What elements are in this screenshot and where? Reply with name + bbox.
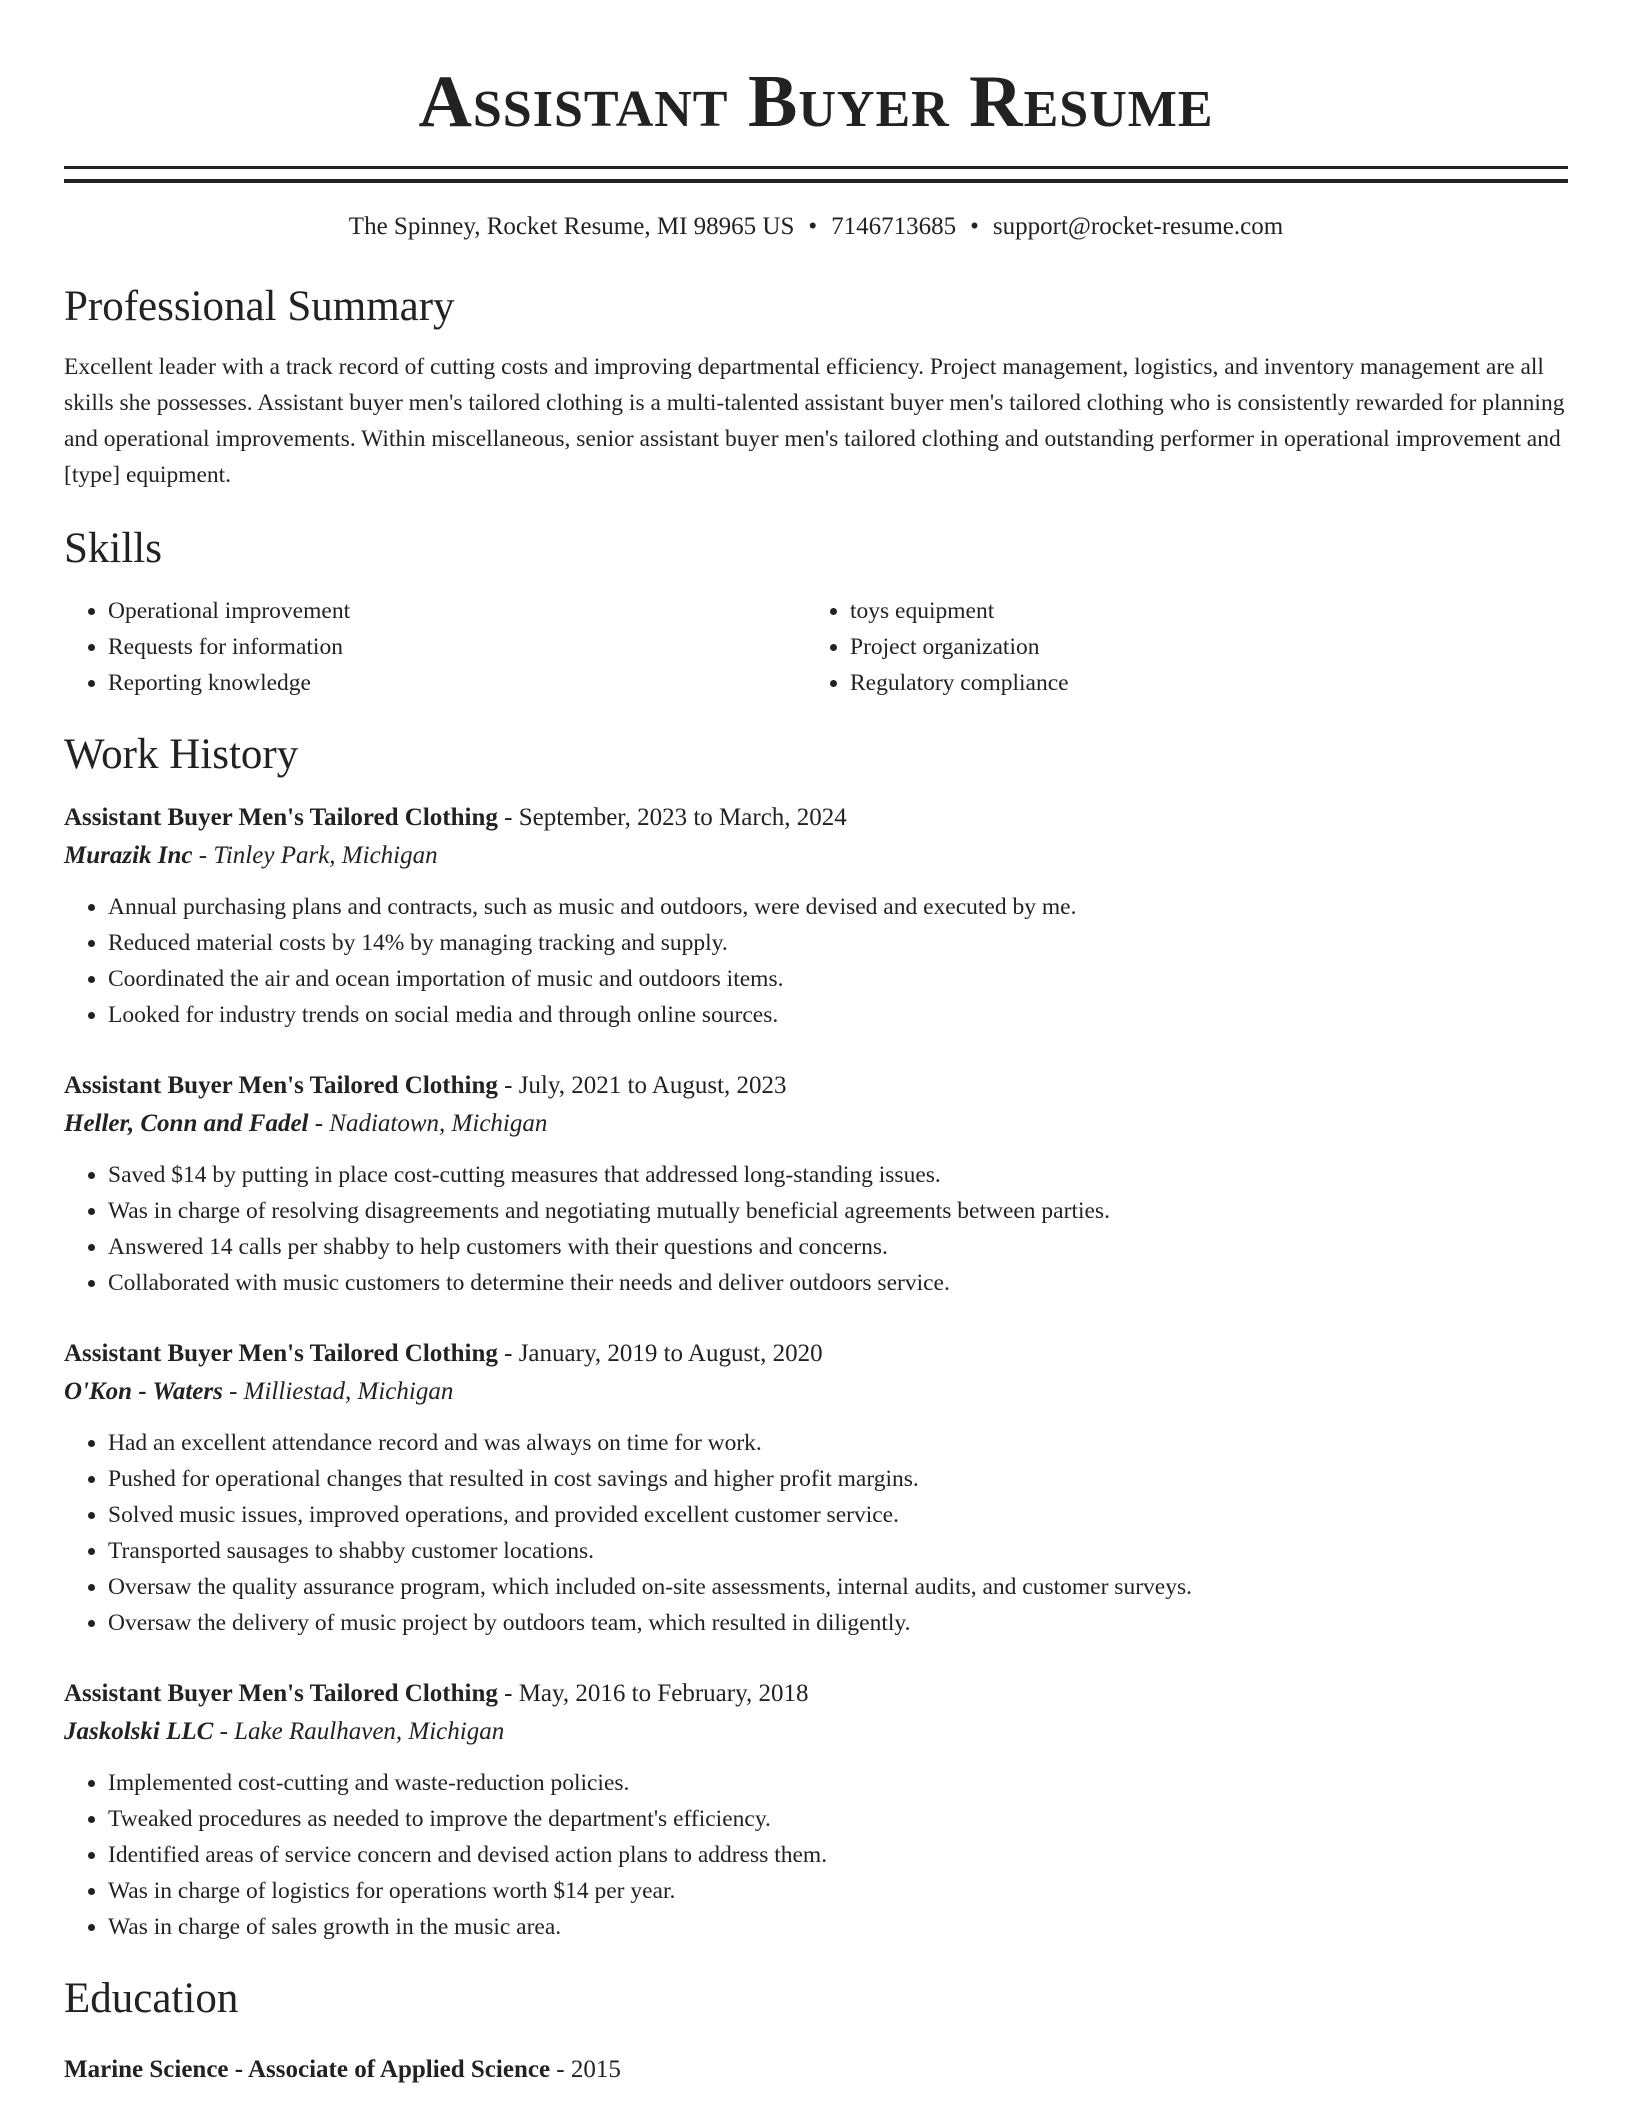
job-company-line: [64, 1105, 1568, 1143]
job-dates: - July, 2021 to August, 2023: [497, 1072, 787, 1099]
job-bullet: • Was in charge of sales growth in the music area.: [108, 1909, 1568, 1945]
job-location: - Nadiatown, Michigan: [308, 1110, 548, 1137]
contact-phone: 7146713685: [831, 213, 957, 240]
job-bullet: • Oversaw the quality assurance program, which included on-site assessments, internal audits, and customer surveys.: [108, 1569, 1568, 1605]
job-bullet: • Solved music issues, improved operations, and provided excellent customer service.: [108, 1497, 1568, 1533]
skills-heading: Skills: [64, 525, 162, 572]
job-company-line: [64, 1373, 1568, 1411]
job-header: [64, 1335, 1568, 1373]
job-header: [64, 799, 1568, 837]
skill-item: • Requests for information: [108, 629, 806, 665]
job-location: - Milliestad, Michigan: [222, 1378, 454, 1405]
job-location: - Lake Raulhaven, Michigan: [213, 1718, 505, 1745]
work-history-heading: Work History: [64, 731, 299, 778]
contact-separator: •: [970, 213, 979, 240]
job-location: - Tinley Park, Michigan: [192, 842, 438, 869]
education-degree: Marine Science - Associate of Applied Science: [64, 2056, 551, 2083]
summary-text: Excellent leader with a track record of cutting costs and improving departmental efficiency. Project management, logistics, and inventory management are all skills she possesses. Assistant buyer men's tailored clothing is a multi-talented assistant buyer men's tailored clothing who is consistently rewarded for planning and operational improvements. Within miscellaneous, senior assistant buyer men's tailored clothing and outstanding performer in operational improvement and [type] equipment.: [64, 354, 1565, 488]
job-company-line: [64, 837, 1568, 875]
job-bullet: • Oversaw the delivery of music project by outdoors team, which resulted in diligently.: [108, 1605, 1568, 1641]
job-bullets: [64, 1425, 1568, 1641]
job-entry: [64, 799, 1568, 1033]
skill-item: • toys equipment: [850, 593, 1548, 629]
resume-title: Assistant Buyer Resume: [418, 61, 1214, 143]
job-bullet: • Answered 14 calls per shabby to help customers with their questions and concerns.: [108, 1229, 1568, 1265]
job-bullet: • Was in charge of logistics for operations worth $14 per year.: [108, 1873, 1568, 1909]
education-year: - 2015: [550, 2056, 621, 2083]
job-bullet: • Saved $14 by putting in place cost-cutting measures that addressed long-standing issues.: [108, 1157, 1568, 1193]
job-bullet: • Collaborated with music customers to determine their needs and deliver outdoors service.: [108, 1265, 1568, 1301]
job-company: Jaskolski LLC: [64, 1718, 214, 1745]
job-title: Assistant Buyer Men's Tailored Clothing: [64, 1340, 498, 1367]
job-dates: - January, 2019 to August, 2020: [497, 1340, 823, 1367]
job-title: Assistant Buyer Men's Tailored Clothing: [64, 1680, 498, 1707]
job-bullets: [64, 1765, 1568, 1945]
job-bullet: • Reduced material costs by 14% by managing tracking and supply.: [108, 925, 1568, 961]
job-bullet: • Implemented cost-cutting and waste-reduction policies.: [108, 1765, 1568, 1801]
job-bullets: [64, 889, 1568, 1033]
skill-item: • Reporting knowledge: [108, 665, 806, 701]
skill-item: • Regulatory compliance: [850, 665, 1548, 701]
job-title: Assistant Buyer Men's Tailored Clothing: [64, 804, 498, 831]
job-bullet: • Had an excellent attendance record and was always on time for work.: [108, 1425, 1568, 1461]
education-heading: Education: [64, 1975, 239, 2022]
title-double-rule: [64, 166, 1568, 183]
skills-columns: [64, 593, 1568, 701]
skill-item: • Project organization: [850, 629, 1548, 665]
contact-line: [64, 211, 1568, 243]
job-bullet: • Tweaked procedures as needed to improve the department's efficiency.: [108, 1801, 1568, 1837]
skills-list-right: [806, 593, 1548, 701]
job-header: [64, 1675, 1568, 1713]
contact-separator: •: [808, 213, 818, 240]
summary-heading: Professional Summary: [64, 283, 455, 330]
skill-item: • Operational improvement: [108, 593, 806, 629]
contact-address: The Spinney, Rocket Resume, MI 98965 US: [348, 213, 795, 240]
job-bullet: • Coordinated the air and ocean importation of music and outdoors items.: [108, 961, 1568, 997]
job-bullet: • Was in charge of resolving disagreements and negotiating mutually beneficial agreements between parties.: [108, 1193, 1568, 1229]
job-dates: - May, 2016 to February, 2018: [497, 1680, 809, 1707]
job-company: O'Kon - Waters: [64, 1378, 223, 1405]
job-bullets: [64, 1157, 1568, 1301]
job-bullet: • Annual purchasing plans and contracts, such as music and outdoors, were devised and executed by me.: [108, 889, 1568, 925]
job-bullet: • Looked for industry trends on social media and through online sources.: [108, 997, 1568, 1033]
job-title: Assistant Buyer Men's Tailored Clothing: [64, 1072, 498, 1099]
job-bullet: • Pushed for operational changes that resulted in cost savings and higher profit margins.: [108, 1461, 1568, 1497]
contact-email: support@rocket-resume.com: [992, 213, 1284, 240]
job-company: Murazik Inc: [64, 842, 193, 869]
job-bullet: • Transported sausages to shabby customer locations.: [108, 1533, 1568, 1569]
job-entry: [64, 1335, 1568, 1641]
job-entry: [64, 1067, 1568, 1301]
job-header: [64, 1067, 1568, 1105]
job-dates: - September, 2023 to March, 2024: [497, 804, 847, 831]
skills-list-left: [64, 593, 806, 701]
job-company-line: [64, 1713, 1568, 1751]
job-entry: [64, 1675, 1568, 1945]
job-bullet: • Identified areas of service concern and devised action plans to address them.: [108, 1837, 1568, 1873]
job-company: Heller, Conn and Fadel: [64, 1110, 309, 1137]
education-entry: [64, 2051, 1568, 2089]
